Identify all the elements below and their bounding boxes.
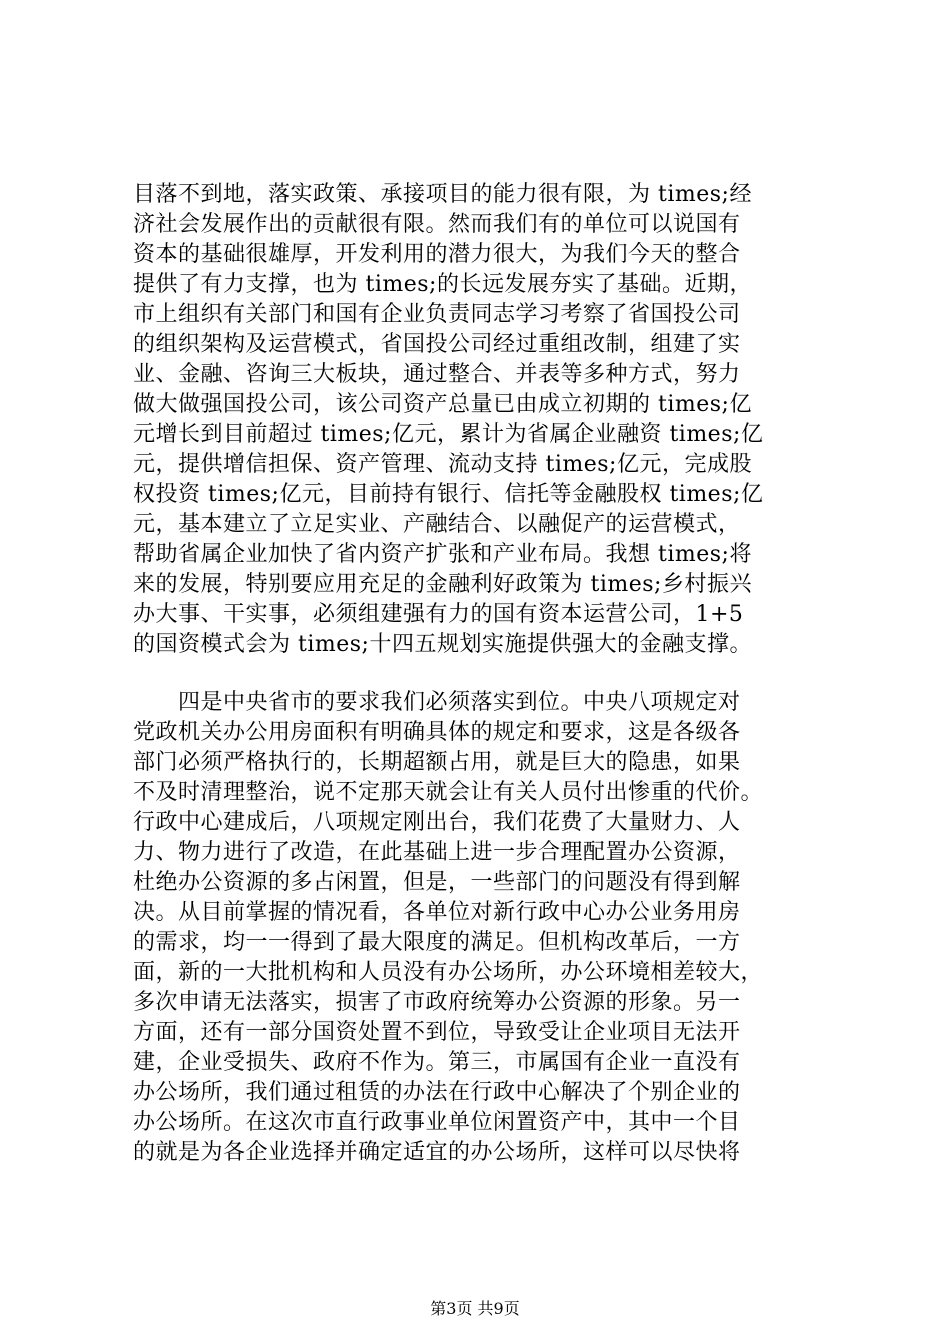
text-line: 办公场所。在这次市直行政事业单位闲置资产中，其中一个目 <box>133 1110 741 1135</box>
text-line: 办大事、干实事，必须组建强有力的国有资本运营公司，1+5 <box>133 602 744 627</box>
text-line: 来的发展，特别要应用充足的金融利好政策为 times;乡村振兴 <box>133 572 752 597</box>
text-line: 决。从目前掌握的情况看，各单位对新行政中心办公业务用房 <box>133 900 741 925</box>
text-line: 市上组织有关部门和国有企业负责同志学习考察了省国投公司 <box>133 302 741 327</box>
text-line: 的组织架构及运营模式，省国投公司经过重组改制，组建了实 <box>133 332 741 357</box>
text-line: 元，基本建立了立足实业、产融结合、以融促产的运营模式， <box>133 512 741 537</box>
text-line: 资本的基础很雄厚，开发利用的潜力很大，为我们今天的整合 <box>133 242 741 267</box>
text-line: 多次申请无法落实，损害了市政府统筹办公资源的形象。另一 <box>133 990 741 1015</box>
text-line: 杜绝办公资源的多占闲置，但是，一些部门的问题没有得到解 <box>133 870 741 895</box>
text-line: 业、金融、咨询三大板块，通过整合、并表等多种方式，努力 <box>133 362 741 387</box>
text-line: 元增长到目前超过 times;亿元，累计为省属企业融资 times;亿 <box>133 422 764 447</box>
text-line: 四是中央省市的要求我们必须落实到位。中央八项规定对 <box>133 690 741 715</box>
text-line: 建，企业受损失、政府不作为。第三，市属国有企业一直没有 <box>133 1050 741 1075</box>
page-number-footer: 第3页 共9页 <box>430 1299 520 1318</box>
text-line: 目落不到地，落实政策、承接项目的能力很有限，为 times;经 <box>133 182 752 207</box>
text-line: 党政机关办公用房面积有明确具体的规定和要求，这是各级各 <box>133 720 741 745</box>
body-paragraph-2 <box>133 688 823 1168</box>
text-line: 行政中心建成后，八项规定刚出台，我们花费了大量财力、人 <box>133 810 741 835</box>
text-line: 办公场所，我们通过租赁的办法在行政中心解决了个别企业的 <box>133 1080 741 1105</box>
text-line: 的国资模式会为 times;十四五规划实施提供强大的金融支撑。 <box>133 632 752 657</box>
text-line: 面，新的一大批机构和人员没有办公场所，办公环境相差较大， <box>133 960 764 985</box>
text-line: 部门必须严格执行的，长期超额占用，就是巨大的隐患，如果 <box>133 750 741 775</box>
text-line: 做大做强国投公司，该公司资产总量已由成立初期的 times;亿 <box>133 392 752 417</box>
text-line: 帮助省属企业加快了省内资产扩张和产业布局。我想 times;将 <box>133 542 752 567</box>
text-line: 济社会发展作出的贡献很有限。然而我们有的单位可以说国有 <box>133 212 741 237</box>
body-paragraph-1 <box>133 180 823 660</box>
text-line: 权投资 times;亿元，目前持有银行、信托等金融股权 times;亿 <box>133 482 764 507</box>
text-line: 方面，还有一部分国资处置不到位，导致受让企业项目无法开 <box>133 1020 741 1045</box>
text-line: 元，提供增信担保、资产管理、流动支持 times;亿元，完成股 <box>133 452 752 477</box>
text-line: 提供了有力支撑，也为 times;的长远发展夯实了基础。近期， <box>133 272 752 297</box>
text-line: 的需求，均一一得到了最大限度的满足。但机构改革后，一方 <box>133 930 741 955</box>
text-line: 的就是为各企业选择并确定适宜的办公场所，这样可以尽快将 <box>133 1140 741 1165</box>
text-line: 不及时清理整治，说不定那天就会让有关人员付出惨重的代价。 <box>133 780 764 805</box>
text-line: 力、物力进行了改造，在此基础上进一步合理配置办公资源， <box>133 840 741 865</box>
